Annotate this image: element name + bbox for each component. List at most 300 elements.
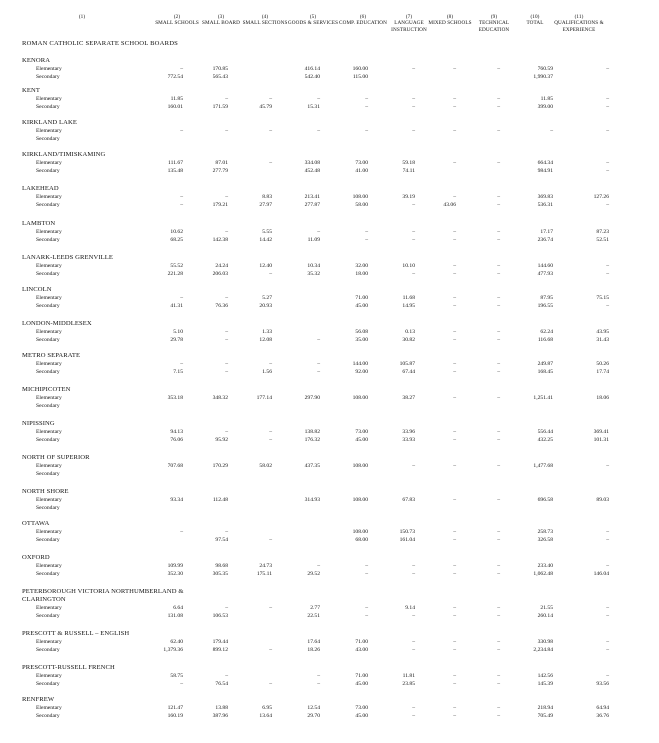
table-cell: 236.74 (537, 237, 553, 243)
table-cell: 160.01 (167, 104, 183, 110)
board-name: KIRKLAND LAKE (22, 119, 77, 126)
table-cell: 14.42 (259, 237, 272, 243)
table-cell: 9.14 (405, 605, 415, 611)
table-row (22, 360, 622, 368)
table-row (22, 302, 622, 310)
table-row (22, 402, 622, 410)
table-cell: – (606, 605, 609, 611)
column-number: (2) (173, 14, 181, 20)
table-cell: – (453, 571, 456, 577)
table-cell: 45.00 (355, 681, 368, 687)
board-block (22, 488, 622, 512)
column-label: LANGUAGE INSTRUCTION (391, 20, 427, 33)
board-block (22, 630, 622, 654)
table-cell: 314.93 (304, 497, 320, 503)
board-name: PRESCOTT & RUSSELL – ENGLISH (22, 630, 130, 637)
board-block (22, 420, 622, 444)
table-cell: 98.68 (215, 563, 228, 569)
table-cell: – (180, 361, 183, 367)
table-cell: – (453, 395, 456, 401)
table-cell: – (453, 160, 456, 166)
table-cell: 67.83 (402, 497, 415, 503)
table-cell: – (453, 263, 456, 269)
table-row (22, 712, 622, 720)
board-name: PETERBOROUGH VICTORIA NORTHUMBERLAND & CLARINGTON (22, 588, 184, 603)
table-cell: 142.56 (537, 673, 553, 679)
board-name: LINCOLN (22, 286, 52, 293)
table-cell: 68.00 (355, 537, 368, 543)
table-cell: – (225, 337, 228, 343)
row-label: Elementary (36, 229, 62, 235)
table-cell: – (453, 613, 456, 619)
table-cell: 87.95 (540, 295, 553, 301)
row-label: Secondary (36, 237, 60, 243)
table-cell: 35.00 (355, 337, 368, 343)
column-number: (1) (78, 14, 86, 20)
column-label: SMALL SCHOOLS (155, 20, 199, 27)
table-cell: – (412, 639, 415, 645)
table-cell: 260.14 (537, 613, 553, 619)
table-cell: 29.78 (170, 337, 183, 343)
table-cell: – (606, 128, 609, 134)
row-label: Elementary (36, 263, 62, 269)
table-cell: – (453, 271, 456, 277)
table-cell: – (365, 229, 368, 235)
table-cell: 170.29 (212, 463, 228, 469)
table-row (22, 462, 622, 470)
table-row (22, 470, 622, 478)
table-cell: 105.87 (399, 361, 415, 367)
table-cell: – (269, 96, 272, 102)
column-header (552, 14, 606, 33)
row-label: Secondary (36, 505, 60, 511)
board-name: KENORA (22, 57, 51, 64)
table-row (22, 638, 622, 646)
table-cell: 59.18 (402, 160, 415, 166)
board-name: RENFREW (22, 696, 55, 703)
table-cell: 73.00 (355, 429, 368, 435)
row-label: Elementary (36, 160, 62, 166)
table-cell: 76.36 (215, 303, 228, 309)
table-cell: 179.21 (212, 202, 228, 208)
table-cell: – (497, 429, 500, 435)
board-block (22, 87, 622, 111)
table-cell: 76.06 (170, 437, 183, 443)
table-cell: – (606, 66, 609, 72)
table-cell: 760.59 (537, 66, 553, 72)
table-cell: – (317, 128, 320, 134)
table-cell: 10.62 (170, 229, 183, 235)
row-label: Secondary (36, 681, 60, 687)
table-cell: – (453, 337, 456, 343)
row-label: Elementary (36, 605, 62, 611)
section-title: ROMAN CATHOLIC SEPARATE SCHOOL BOARDS (22, 40, 179, 47)
table-cell: – (269, 647, 272, 653)
table-cell: 93.34 (170, 497, 183, 503)
table-cell: – (453, 713, 456, 719)
table-cell: 437.35 (304, 463, 320, 469)
table-cell: 39.19 (402, 194, 415, 200)
table-cell: – (225, 429, 228, 435)
table-cell: 17.74 (596, 369, 609, 375)
board-block (22, 588, 622, 620)
table-cell: – (497, 361, 500, 367)
column-header (286, 14, 340, 27)
table-cell: 168.45 (537, 369, 553, 375)
table-cell: 352.30 (167, 571, 183, 577)
table-cell: 45.00 (355, 303, 368, 309)
table-cell: 5.10 (173, 329, 183, 335)
table-cell: – (497, 705, 500, 711)
table-cell: – (225, 529, 228, 535)
table-row (22, 328, 622, 336)
table-cell: – (180, 681, 183, 687)
table-cell: 258.73 (537, 529, 553, 535)
table-cell: 330.98 (537, 639, 553, 645)
board-name: OXFORD (22, 554, 50, 561)
row-label: Elementary (36, 295, 62, 301)
table-cell: 71.00 (355, 295, 368, 301)
board-block (22, 286, 622, 310)
table-row (22, 504, 622, 512)
table-cell: – (365, 563, 368, 569)
table-cell: 56.08 (355, 329, 368, 335)
table-row (22, 270, 622, 278)
table-cell: 30.82 (402, 337, 415, 343)
table-cell: 108.00 (352, 463, 368, 469)
table-cell: 146.04 (593, 571, 609, 577)
table-cell: – (497, 613, 500, 619)
table-cell: – (365, 128, 368, 134)
table-cell: – (180, 295, 183, 301)
table-row (22, 236, 622, 244)
table-cell: – (497, 337, 500, 343)
table-cell: 106.53 (212, 613, 228, 619)
table-cell: 11.85 (170, 96, 183, 102)
row-label: Elementary (36, 563, 62, 569)
table-cell: – (453, 229, 456, 235)
table-cell: 12.54 (307, 705, 320, 711)
board-block (22, 520, 622, 544)
table-cell: 277.87 (304, 202, 320, 208)
table-cell: – (412, 229, 415, 235)
table-cell: – (606, 202, 609, 208)
table-cell: – (365, 104, 368, 110)
table-cell: – (497, 96, 500, 102)
table-cell: – (453, 537, 456, 543)
table-cell: – (365, 613, 368, 619)
table-cell: 705.49 (537, 713, 553, 719)
table-cell: 170.85 (212, 66, 228, 72)
table-row (22, 570, 622, 578)
table-cell: – (365, 96, 368, 102)
table-cell: 24.73 (259, 563, 272, 569)
table-cell: 45.00 (355, 437, 368, 443)
table-cell: 29.52 (307, 571, 320, 577)
table-cell: 101.31 (593, 437, 609, 443)
row-label: Secondary (36, 403, 60, 409)
table-row (22, 201, 622, 209)
table-cell: – (269, 681, 272, 687)
table-cell: – (269, 160, 272, 166)
table-cell: 144.00 (352, 361, 368, 367)
table-cell: – (453, 647, 456, 653)
table-cell: – (453, 194, 456, 200)
table-cell: 6.95 (262, 705, 272, 711)
board-name: NIPISSING (22, 420, 55, 427)
board-block (22, 220, 622, 244)
table-cell: – (412, 463, 415, 469)
board-name: LAMBTON (22, 220, 56, 227)
column-label: TECHNICAL EDUCATION (478, 20, 510, 33)
table-cell: 112.48 (212, 497, 228, 503)
table-cell: 36.76 (596, 713, 609, 719)
table-cell: – (453, 66, 456, 72)
table-row (22, 428, 622, 436)
table-cell: – (497, 463, 500, 469)
table-cell: – (412, 613, 415, 619)
table-cell: 62.40 (170, 639, 183, 645)
table-cell: 94.13 (170, 429, 183, 435)
table-cell: – (365, 605, 368, 611)
table-cell: 196.55 (537, 303, 553, 309)
table-cell: – (412, 96, 415, 102)
table-cell: 177.14 (256, 395, 272, 401)
table-cell: 73.00 (355, 160, 368, 166)
table-cell: 45.00 (355, 713, 368, 719)
table-cell: 109.99 (167, 563, 183, 569)
table-cell: 97.54 (215, 537, 228, 543)
table-cell: – (269, 271, 272, 277)
table-cell: 899.12 (212, 647, 228, 653)
table-cell: 536.31 (537, 202, 553, 208)
table-cell: – (225, 96, 228, 102)
table-cell: – (497, 329, 500, 335)
row-label: Secondary (36, 613, 60, 619)
row-label: Secondary (36, 74, 60, 80)
table-cell: 43.95 (596, 329, 609, 335)
table-cell: 477.93 (537, 271, 553, 277)
table-cell: – (497, 263, 500, 269)
table-cell: – (180, 202, 183, 208)
table-cell: 20.93 (259, 303, 272, 309)
table-cell: – (606, 537, 609, 543)
table-cell: – (497, 537, 500, 543)
row-label: Elementary (36, 395, 62, 401)
board-name: KIRKLAND/TIMISKAMING (22, 151, 106, 158)
table-cell: – (497, 647, 500, 653)
table-row (22, 528, 622, 536)
table-cell: – (317, 361, 320, 367)
table-cell: – (317, 337, 320, 343)
table-cell: 71.00 (355, 639, 368, 645)
table-cell: – (269, 437, 272, 443)
table-cell: 556.44 (537, 429, 553, 435)
table-cell: 43.06 (443, 202, 456, 208)
table-row (22, 95, 622, 103)
table-row (22, 436, 622, 444)
row-label: Elementary (36, 128, 62, 134)
table-cell: – (412, 104, 415, 110)
table-cell: – (269, 128, 272, 134)
table-cell: 1.56 (262, 369, 272, 375)
column-number: (5) (309, 14, 317, 20)
table-cell: 121.47 (167, 705, 183, 711)
table-cell: 11.81 (402, 673, 415, 679)
row-label: Secondary (36, 537, 60, 543)
table-row (22, 193, 622, 201)
table-cell: – (225, 329, 228, 335)
table-cell: 93.56 (596, 681, 609, 687)
table-cell: 0.13 (405, 329, 415, 335)
table-row (22, 159, 622, 167)
table-cell: – (453, 673, 456, 679)
table-cell: 41.31 (170, 303, 183, 309)
table-cell: 75.15 (596, 295, 609, 301)
table-row (22, 646, 622, 654)
column-number: (6) (359, 14, 367, 20)
table-cell: – (606, 168, 609, 174)
table-cell: – (269, 361, 272, 367)
table-cell: – (412, 647, 415, 653)
table-cell: 10.10 (402, 263, 415, 269)
table-cell: – (412, 713, 415, 719)
table-cell: 95.92 (215, 437, 228, 443)
table-cell: 399.00 (537, 104, 553, 110)
table-cell: – (453, 639, 456, 645)
row-label: Elementary (36, 96, 62, 102)
table-cell: 92.00 (355, 369, 368, 375)
table-cell: – (412, 128, 415, 134)
table-cell: 67.44 (402, 369, 415, 375)
table-cell: – (225, 128, 228, 134)
table-cell: 43.00 (355, 647, 368, 653)
table-cell: 1,062.48 (533, 571, 553, 577)
row-label: Secondary (36, 104, 60, 110)
table-cell: 13.64 (259, 713, 272, 719)
row-label: Elementary (36, 673, 62, 679)
table-cell: – (453, 303, 456, 309)
table-cell: – (550, 128, 553, 134)
table-cell: 108.00 (352, 194, 368, 200)
row-label: Elementary (36, 497, 62, 503)
column-header (238, 14, 292, 27)
table-cell: 175.11 (256, 571, 272, 577)
table-cell: 13.88 (215, 705, 228, 711)
table-cell: 1,990.37 (533, 74, 553, 80)
table-cell: 18.00 (355, 271, 368, 277)
table-cell: 387.96 (212, 713, 228, 719)
row-label: Secondary (36, 437, 60, 443)
table-cell: – (497, 202, 500, 208)
table-cell: – (497, 497, 500, 503)
table-cell: 305.35 (212, 571, 228, 577)
table-cell: – (317, 369, 320, 375)
table-cell: – (180, 529, 183, 535)
table-cell: 12.40 (259, 263, 272, 269)
table-cell: – (497, 229, 500, 235)
board-name: LANARK-LEEDS GRENVILLE (22, 254, 114, 261)
table-cell: 542.40 (304, 74, 320, 80)
table-cell: 5.55 (262, 229, 272, 235)
table-row (22, 496, 622, 504)
table-cell: 12.08 (259, 337, 272, 343)
table-cell: – (497, 369, 500, 375)
table-cell: – (497, 639, 500, 645)
table-cell: – (497, 303, 500, 309)
table-cell: 11.85 (540, 96, 553, 102)
row-label: Secondary (36, 168, 60, 174)
table-cell: 74.11 (402, 168, 415, 174)
table-cell: – (453, 329, 456, 335)
board-block (22, 352, 622, 376)
table-cell: – (317, 563, 320, 569)
table-cell: 68.25 (170, 237, 183, 243)
table-cell: 334.08 (304, 160, 320, 166)
table-cell: 135.48 (167, 168, 183, 174)
table-cell: – (225, 194, 228, 200)
table-cell: – (225, 229, 228, 235)
table-row (22, 336, 622, 344)
table-cell: 131.08 (167, 613, 183, 619)
table-row (22, 704, 622, 712)
table-cell: 369.41 (593, 429, 609, 435)
table-row (22, 65, 622, 73)
table-cell: 213.41 (304, 194, 320, 200)
table-cell: 1,379.36 (163, 647, 183, 653)
table-cell: 452.48 (304, 168, 320, 174)
table-cell: 369.83 (537, 194, 553, 200)
column-label: SMALL SECTIONS (242, 20, 288, 27)
table-cell: 145.39 (537, 681, 553, 687)
column-number: (9) (490, 14, 498, 20)
table-cell: – (497, 271, 500, 277)
column-label: TOTAL (526, 20, 544, 27)
row-label: Elementary (36, 463, 62, 469)
column-label: COMP. EDUCATION (339, 20, 387, 27)
table-cell: 11.09 (307, 237, 320, 243)
row-label: Elementary (36, 329, 62, 335)
table-row (22, 73, 622, 81)
table-cell: 38.27 (402, 395, 415, 401)
table-cell: 7.15 (173, 369, 183, 375)
table-cell: – (412, 237, 415, 243)
table-cell: 277.79 (212, 168, 228, 174)
board-block (22, 57, 622, 81)
table-cell: 696.58 (537, 497, 553, 503)
column-number: (3) (217, 14, 225, 20)
row-label: Secondary (36, 202, 60, 208)
table-cell: 116.68 (537, 337, 553, 343)
table-cell: 71.00 (355, 673, 368, 679)
table-cell: 179.44 (212, 639, 228, 645)
table-cell: 772.54 (167, 74, 183, 80)
table-row (22, 103, 622, 111)
table-cell: – (606, 613, 609, 619)
table-row (22, 536, 622, 544)
table-cell: – (453, 295, 456, 301)
table-cell: – (225, 605, 228, 611)
board-block (22, 454, 622, 478)
row-label: Elementary (36, 66, 62, 72)
table-cell: – (269, 605, 272, 611)
table-cell: 5.27 (262, 295, 272, 301)
table-row (22, 228, 622, 236)
table-cell: 326.58 (537, 537, 553, 543)
board-name: KENT (22, 87, 40, 94)
table-cell: 18.26 (307, 647, 320, 653)
table-cell: 52.51 (596, 237, 609, 243)
